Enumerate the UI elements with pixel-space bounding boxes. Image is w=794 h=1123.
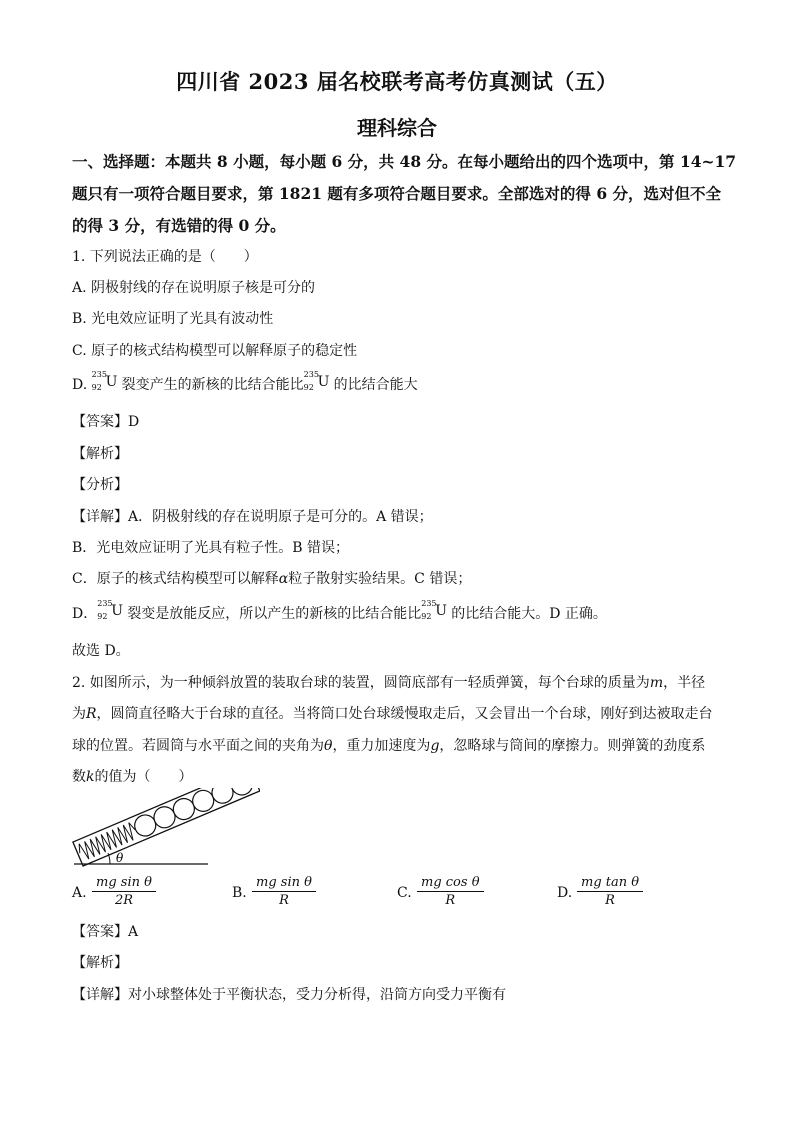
mass-number: 235 — [91, 370, 107, 379]
mass-number: 235 — [97, 599, 113, 608]
q1-option-d-text: 裂变产生的新核的比结合能比 — [121, 377, 304, 393]
q2-answer: 【答案】A — [72, 924, 139, 940]
q2-text: ，圆筒直径略大于台球的直径。当将筒口处台球缓慢取走后，又会冒出一个台球，刚好到达被取走台 — [96, 706, 713, 722]
q1-detail-c-text: C．原子的核式结构模型可以解释 — [72, 571, 279, 587]
fraction-numerator: mg sin θ — [252, 875, 316, 892]
fraction-denominator: R — [445, 893, 456, 908]
q1-answer: 【答案】D — [72, 414, 140, 430]
q2-stem-line-3 — [72, 735, 705, 755]
fraction-denominator: R — [279, 893, 289, 908]
q2-text: 为 — [72, 706, 86, 722]
q1-option-a: A. 阴极射线的存在说明原子核是可分的 — [72, 280, 316, 296]
q1-detail-c-text-end: 粒子散射实验结果。C 错误； — [288, 571, 472, 587]
q1-detail-d-text-end: 的比结合能大。D 正确。 — [451, 606, 607, 622]
fraction-numerator: mg sin θ — [92, 875, 156, 892]
spring-constant-variable: k — [86, 769, 95, 785]
element-symbol: U — [105, 374, 118, 390]
q1-detail-d — [72, 599, 607, 623]
section-instruction-line-2: 题只有一项符合题目要求，第 1821 题有多项符合题目要求。全部选对的得 6 分，选对但不全 — [72, 184, 722, 203]
q2-option-label-b: B. — [232, 885, 247, 901]
q1-conclusion: 故选 D。 — [72, 643, 130, 659]
q1-option-d-label: D. — [72, 377, 88, 393]
q2-option-fraction — [92, 875, 156, 908]
element-symbol: U — [111, 603, 124, 619]
q1-detail-a: 【详解】A．阴极射线的存在说明原子是可分的。A 错误； — [72, 509, 433, 525]
q2-text: 2. 如图所示，为一种倾斜放置的装取台球的装置，圆筒底部有一轻质弹簧，每个台球的质量为 — [72, 675, 650, 691]
q1-detail-c — [72, 568, 471, 588]
uranium-235-nuclide — [303, 370, 334, 392]
q2-text: 的值为（ ） — [94, 769, 193, 785]
uranium-235-nuclide — [421, 599, 451, 621]
q2-stem-line-2 — [72, 703, 713, 723]
atomic-number: 92 — [97, 612, 108, 621]
atomic-number: 92 — [421, 612, 432, 621]
q1-detail-b: B．光电效应证明了光具有粒子性。B 错误； — [72, 540, 350, 556]
q1-stem: 1. 下列说法正确的是（ ） — [72, 249, 258, 265]
q2-option-label-c: C. — [397, 885, 412, 901]
q1-fenxi-heading: 【分析】 — [72, 477, 128, 493]
atomic-number: 92 — [303, 383, 314, 392]
q2-option-fraction — [417, 875, 484, 908]
fraction-numerator: mg tan θ — [577, 875, 643, 892]
q2-text: ，重力加速度为 — [332, 738, 431, 754]
theta-variable: θ — [324, 738, 333, 754]
element-symbol: U — [435, 603, 448, 619]
inclined-tube-figure — [70, 788, 260, 870]
element-symbol: U — [317, 374, 330, 390]
fraction-numerator: mg cos θ — [417, 875, 484, 892]
uranium-235-nuclide — [97, 599, 127, 621]
uranium-235-nuclide — [91, 370, 122, 392]
page-subtitle: 理科综合 — [357, 116, 437, 140]
q1-option-c: C. 原子的核式结构模型可以解释原子的稳定性 — [72, 343, 358, 359]
q2-text: ，半径 — [663, 675, 706, 691]
atomic-number: 92 — [91, 383, 102, 392]
tube-group — [73, 788, 260, 866]
q1-analysis-heading: 【解析】 — [72, 446, 128, 462]
mass-number: 235 — [303, 370, 319, 379]
q1-detail-d-label: D． — [72, 606, 98, 622]
fraction-denominator: R — [605, 893, 615, 908]
fraction-denominator: 2R — [114, 893, 133, 908]
q2-option-fraction — [252, 875, 316, 908]
q1-detail-d-text: 裂变是放能反应，所以产生的新核的比结合能比 — [127, 606, 422, 622]
q2-text: 数 — [72, 769, 86, 785]
q2-option-label-d: D. — [557, 885, 573, 901]
q2-text: 球的位置。若圆筒与水平面之间的夹角为 — [72, 738, 324, 754]
q2-option-fraction — [577, 875, 643, 908]
q2-stem-line-1 — [72, 672, 705, 692]
q2-option-label-a: A. — [72, 885, 87, 901]
alpha-symbol: α — [278, 571, 289, 587]
page-title: 四川省 2023 届名校联考高考仿真测试（五） — [176, 69, 618, 94]
q2-stem-line-4 — [72, 766, 192, 786]
q2-text: ，忽略球与筒间的摩擦力。则弹簧的劲度系 — [439, 738, 706, 754]
q1-option-b: B. 光电效应证明了光具有波动性 — [72, 311, 274, 327]
q2-detail: 【详解】对小球整体处于平衡状态，受力分析得，沿筒方向受力平衡有 — [72, 987, 506, 1003]
mass-variable: m — [649, 675, 664, 691]
q1-option-d — [72, 370, 418, 394]
q2-analysis-heading: 【解析】 — [72, 955, 128, 971]
section-instruction-line-3: 的得 3 分，有选错的得 0 分。 — [72, 216, 286, 235]
figure-theta-label: θ — [116, 851, 124, 865]
radius-variable: R — [86, 706, 97, 722]
section-instruction-line-1: 一、选择题：本题共 8 小题，每小题 6 分，共 48 分。在每小题给出的四个选项中，第 14~17 — [72, 152, 737, 171]
q1-option-d-text-end: 的比结合能大 — [333, 377, 418, 393]
mass-number: 235 — [421, 599, 437, 608]
gravity-variable: g — [430, 738, 440, 754]
